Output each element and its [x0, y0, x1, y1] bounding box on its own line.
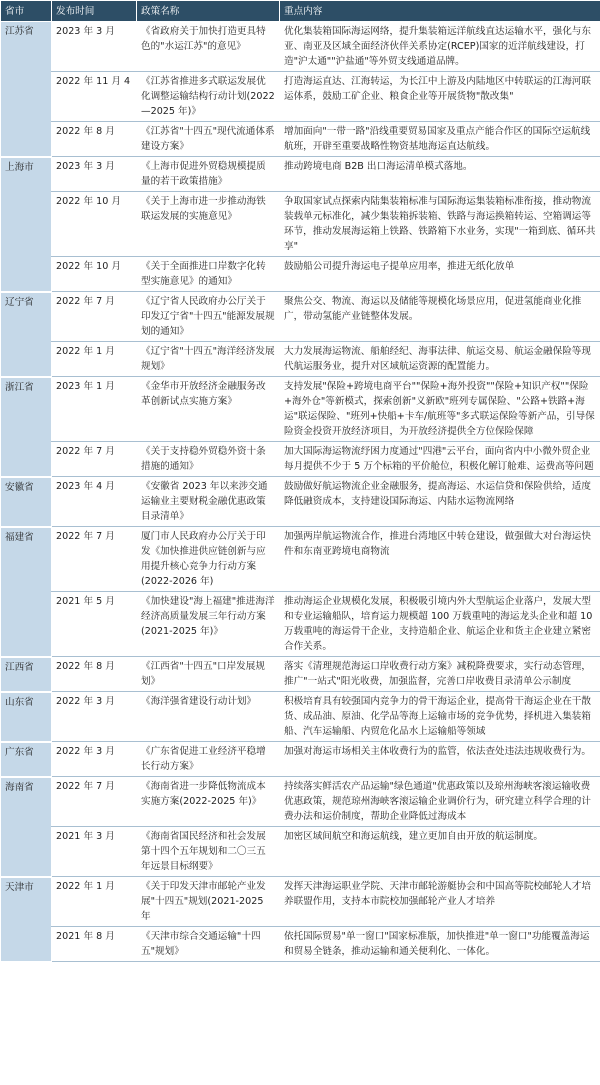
header-key-content: 重点内容 [280, 1, 600, 22]
table-row [1, 122, 600, 157]
content-cell: 发挥天津海运职业学院、天津市邮轮游艇协会和中国高等院校邮轮人才培养联盟作用，支持本市院校加强邮轮产业人才培养 [280, 877, 600, 927]
table-row [1, 192, 600, 257]
province-cell: 海南省 [1, 777, 52, 877]
date-cell: 2023 年 1 月 [52, 377, 137, 442]
table-row [1, 742, 600, 777]
table-row [1, 657, 600, 692]
policy-name-cell: 《天津市综合交通运输"十四五"规划》 [137, 927, 280, 962]
content-cell: 鼓励做好航运物流企业金融服务，提高海运、水运信贷和保险供给，适度降低融资成本，支持建设国际海运、内陆水运物流网络 [280, 477, 600, 527]
table-row [1, 527, 600, 592]
date-cell: 2022 年 10 月 [52, 257, 137, 292]
date-cell: 2023 年 4 月 [52, 477, 137, 527]
content-cell: 鼓励船公司提升海运电子提单应用率，推进无纸化放单 [280, 257, 600, 292]
policy-name-cell: 《关于上海市进一步推动海铁联运发展的实施意见》 [137, 192, 280, 257]
content-cell: 落实《清理规范海运口岸收费行动方案》减税降费要求，实行动态管理，推广"一站式"阳光收费，加强监督，完善口岸收费目录清单公示制度 [280, 657, 600, 692]
date-cell: 2021 年 5 月 [52, 592, 137, 657]
date-cell: 2022 年 10 月 [52, 192, 137, 257]
date-cell: 2022 年 7 月 [52, 527, 137, 592]
date-cell: 2022 年 7 月 [52, 442, 137, 477]
policy-name-cell: 《广东省促进工业经济平稳增长行动方案》 [137, 742, 280, 777]
date-cell: 2022 年 11 月 4 [52, 72, 137, 122]
policy-name-cell: 《海南省进一步降低物流成本实施方案(2022-2025 年)》 [137, 777, 280, 827]
content-cell: 持续落实鲜活农产品运输"绿色通道"优惠政策以及琼州海峡客滚运输收费优惠政策，规范琼州海峡客滚运输企业调价行为，研究建立科学合理的计费办法和运价制度，帮助企业降低过海成本 [280, 777, 600, 827]
policy-name-cell: 《辽宁省人民政府办公厅关于印发辽宁省"十四五"能源发展规划的通知》 [137, 292, 280, 342]
date-cell: 2021 年 8 月 [52, 927, 137, 962]
table-row [1, 477, 600, 527]
content-cell: 增加面向"一带一路"沿线重要贸易国家及重点产能合作区的国际空运航线航班，开辟至重要战略性物资基地海运直达航线。 [280, 122, 600, 157]
policy-name-cell: 《上海市促进外贸稳规模提质量的若干政策措施》 [137, 157, 280, 192]
date-cell: 2022 年 3 月 [52, 742, 137, 777]
policy-name-cell: 《辽宁省"十四五"海洋经济发展规划》 [137, 342, 280, 377]
province-cell: 上海市 [1, 157, 52, 292]
date-cell: 2022 年 8 月 [52, 122, 137, 157]
header-policy-name: 政策名称 [137, 1, 280, 22]
table-header-row [1, 1, 600, 22]
policy-name-cell: 《海洋强省建设行动计划》 [137, 692, 280, 742]
table-row [1, 877, 600, 927]
content-cell: 大力发展海运物流、船舶经纪、海事法律、航运交易、航运金融保险等现代航运服务业，提升对区域航运资源的配置能力。 [280, 342, 600, 377]
policy-name-cell: 《江西省"十四五"口岸发展规划》 [137, 657, 280, 692]
policy-name-cell: 厦门市人民政府办公厅关于印发《加快推进供应链创新与应用提升核心竞争力行动方案(2022-2026 年) [137, 527, 280, 592]
content-cell: 聚焦公交、物流、海运以及储能等规模化场景应用，促进氢能商业化推广，带动氢能产业链整体发展。 [280, 292, 600, 342]
policy-name-cell: 《安徽省 2023 年以来涉交通运输业主要财税金融优惠政策目录清单》 [137, 477, 280, 527]
policy-name-cell: 《关于支持稳外贸稳外资十条措施的通知》 [137, 442, 280, 477]
province-cell: 安徽省 [1, 477, 52, 527]
policy-name-cell: 《江苏省推进多式联运发展优化调整运输结构行动计划(2022—2025 年)》 [137, 72, 280, 122]
table-row [1, 692, 600, 742]
table-row [1, 927, 600, 962]
table-row [1, 72, 600, 122]
date-cell: 2022 年 7 月 [52, 777, 137, 827]
province-cell: 天津市 [1, 877, 52, 962]
content-cell: 优化集装箱国际海运网络，提升集装箱远洋航线直达运输水平，强化与东亚、南亚及区域全面经济伙伴关系协定(RCEP)国家的近洋航线建设，打造"沪太通""沪盐通"等外贸支线通道品牌。 [280, 22, 600, 72]
policy-name-cell: 《省政府关于加快打造更具特色的"水运江苏"的意见》 [137, 22, 280, 72]
content-cell: 推动跨境电商 B2B 出口海运清单模式落地。 [280, 157, 600, 192]
province-cell: 广东省 [1, 742, 52, 777]
table-row [1, 292, 600, 342]
province-cell: 浙江省 [1, 377, 52, 477]
content-cell: 加强对海运市场相关主体收费行为的监管，依法查处违法违规收费行为。 [280, 742, 600, 777]
table-row [1, 22, 600, 72]
table-row [1, 342, 600, 377]
policy-name-cell: 《关于印发天津市邮轮产业发展"十四五"规划(2021-2025 年 [137, 877, 280, 927]
policy-name-cell: 《金华市开放经济金融服务改革创新试点实施方案》 [137, 377, 280, 442]
province-cell: 山东省 [1, 692, 52, 742]
table-row [1, 777, 600, 827]
date-cell: 2022 年 7 月 [52, 292, 137, 342]
date-cell: 2021 年 3 月 [52, 827, 137, 877]
date-cell: 2023 年 3 月 [52, 157, 137, 192]
date-cell: 2022 年 1 月 [52, 877, 137, 927]
policy-name-cell: 《江苏省"十四五"现代流通体系建设方案》 [137, 122, 280, 157]
policy-name-cell: 《关于全面推进口岸数字化转型实施意见》的通知》 [137, 257, 280, 292]
content-cell: 打造海运直达、江海转运，为长江中上游及内陆地区中转联运的江海河联运体系，鼓励工矿企业、粮食企业等开展货物"散改集" [280, 72, 600, 122]
table-row [1, 257, 600, 292]
content-cell: 积极培育具有较强国内竞争力的骨干海运企业，提高骨干海运企业在干散货、成品油、原油、化学品等海上运输市场的竞争优势，择机进入集装箱船、汽车运输船、内贸危化品水上运输船等领域 [280, 692, 600, 742]
date-cell: 2022 年 3 月 [52, 692, 137, 742]
table-row [1, 592, 600, 657]
content-cell: 加大国际海运物流纾困力度通过"四港"云平台，面向省内中小微外贸企业每月提供不少于 5 万个标箱的平价舱位，积极化解订舱难、运费高等问题 [280, 442, 600, 477]
table-row [1, 442, 600, 477]
content-cell: 依托国际贸易"单一窗口"国家标准版，加快推进"单一窗口"功能覆盖海运和贸易全链条，推动运输和通关便利化、一体化。 [280, 927, 600, 962]
policy-name-cell: 《加快建设"海上福建"推进海洋经济高质量发展三年行动方案(2021-2025 年)》 [137, 592, 280, 657]
header-province: 省市 [1, 1, 52, 22]
header-date: 发布时间 [52, 1, 137, 22]
table-row [1, 377, 600, 442]
table-row [1, 157, 600, 192]
content-cell: 加密区域间航空和海运航线，建立更加自由开放的航运制度。 [280, 827, 600, 877]
province-cell: 辽宁省 [1, 292, 52, 377]
province-cell: 江西省 [1, 657, 52, 692]
content-cell: 推动海运企业规模化发展，积极吸引境内外大型航运企业落户，发展大型和专业运输船队，培育运力规模超 100 万载重吨的海运龙头企业和超 10 万载重吨的海运骨干企业，支持造船企业、航运企业和货主企业建立紧密合作关系。 [280, 592, 600, 657]
policy-name-cell: 《海南省国民经济和社会发展第十四个五年规划和二〇三五年远景目标纲要》 [137, 827, 280, 877]
date-cell: 2023 年 3 月 [52, 22, 137, 72]
date-cell: 2022 年 8 月 [52, 657, 137, 692]
province-cell: 江苏省 [1, 22, 52, 157]
content-cell: 争取国家试点探索内陆集装箱标准与国际海运集装箱标准衔接，推动物流装载单元标准化，减少集装箱拆装箱、铁路与海运换箱转运、空箱调运等环节，推动发展海运箱上铁路、铁路箱下水业务，实现"一箱到底、循环共享" [280, 192, 600, 257]
content-cell: 支持发展"保险+跨境电商平台""保险+海外投资""保险+知识产权""保险+海外仓"等新模式，探索创新"义新欧"班列专属保险、"公路+铁路+海运"联运保险、"班列+快船+卡车/航班等"多式联运保险等新产品，引导保险资金投资开放经济项目，为开放经济提供全方位保险保障 [280, 377, 600, 442]
content-cell: 加强两岸航运物流合作，推进台湾地区中转仓建设，做强做大对台海运快件和东南亚跨境电商物流 [280, 527, 600, 592]
province-cell: 福建省 [1, 527, 52, 657]
date-cell: 2022 年 1 月 [52, 342, 137, 377]
table-row [1, 827, 600, 877]
